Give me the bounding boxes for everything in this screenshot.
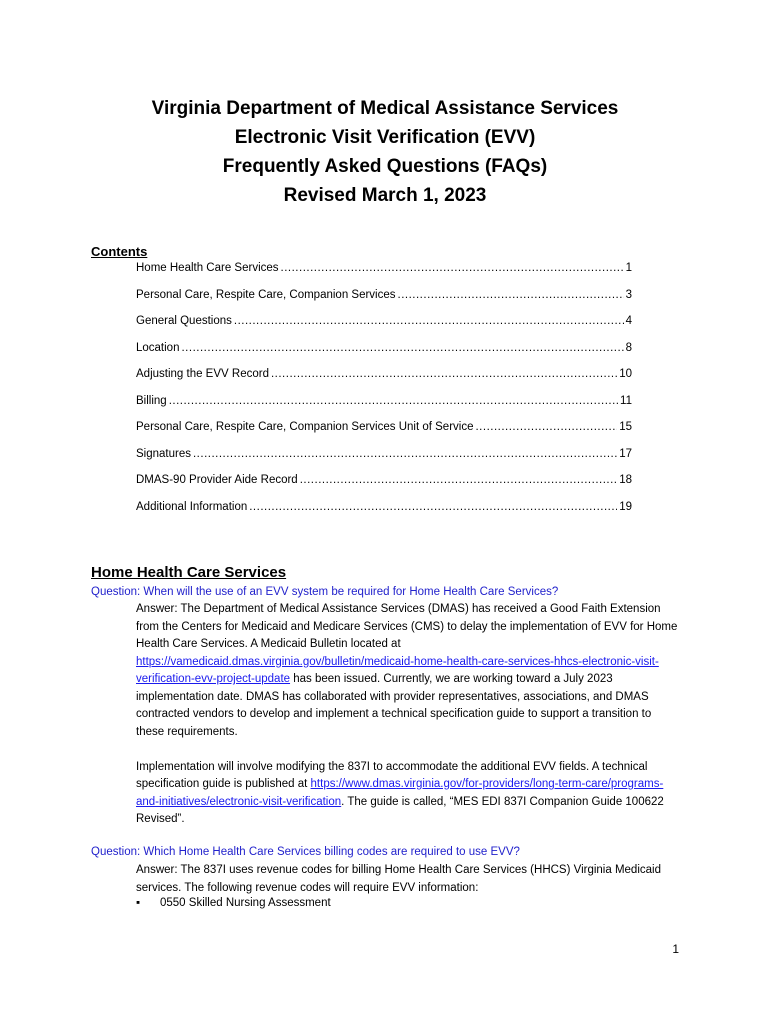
toc-entry[interactable] [136,501,632,528]
toc-entry-label: General Questions [136,315,232,327]
title-line-agency: Virginia Department of Medical Assistance Services [151,98,619,119]
toc-entry-label: Personal Care, Respite Care, Companion Services Unit of Service [136,421,474,433]
toc-leader [271,368,617,380]
contents-heading: Contents [91,244,148,259]
answer-2 [136,862,681,897]
toc-entry-page: 17 [619,447,632,460]
page-number: 1 [672,942,679,956]
answer-text: has been issued. Currently, we are working toward a July 2023 implementation date. DMAS has collaborated with provider representatives, associations, and DMAS contracted vendors to develop and implement a technical specification guide to support a transition to these requirements. [136,673,652,738]
toc-entry-page: 4 [625,315,632,327]
toc-entry-page: 10 [619,368,632,380]
toc-entry-page: 1 [625,262,632,274]
question-1: Question: When will the use of an EVV system be required for Home Health Care Services? [91,586,559,598]
toc-entry[interactable] [136,368,632,395]
toc-leader [234,315,624,327]
bullet-square-icon: ▪ [136,897,141,909]
evv-guide-link[interactable]: https://www.dmas.virginia.gov/for-providers/long-term-care/programs-and-initiatives/electronic-visit-verification [136,778,664,808]
toc-entry[interactable] [136,421,632,448]
toc-entry-page: 18 [619,474,632,486]
question-2: Question: Which Home Health Care Services billing codes are required to use EVV? [91,846,520,858]
toc-entry[interactable] [136,315,632,342]
toc-leader [193,448,617,460]
title-line-revised: Revised March 1, 2023 [283,185,487,206]
revenue-code-item: 0550 Skilled Nursing Assessment [160,897,331,909]
toc-entry-label: Personal Care, Respite Care, Companion Services [136,288,396,301]
toc-leader [249,501,617,513]
title-line-faqs: Frequently Asked Questions (FAQs) [222,156,548,177]
answer-1-paragraph-1 [136,601,681,741]
toc-leader [398,289,624,301]
toc-entry-label: Location [136,341,180,354]
toc-leader [281,262,624,274]
document-title [0,94,770,210]
answer-text: Implementation will involve modifying the 837I to accommodate the additional EVV fields. A technical specification guide is published at [136,760,648,790]
toc-entry-label: Adjusting the EVV Record [136,368,269,380]
title-line-program: Electronic Visit Verification (EVV) [234,127,536,148]
toc-entry-label: Additional Information [136,500,248,513]
toc-entry-page: 8 [625,341,632,354]
answer-1-paragraph-2 [136,759,681,829]
toc-entry[interactable] [136,342,632,369]
toc-leader [169,395,618,407]
toc-leader [181,342,623,354]
answer-text: Answer: The Department of Medical Assistance Services (DMAS) has received a Good Faith Extension from the Centers for Medicaid and Medicare Services (CMS) to delay the implementation of EVV for Home Health Care Services. A Medicaid Bulletin located at [136,603,678,650]
toc-entry[interactable] [136,289,632,316]
revenue-code-bullet [136,897,331,909]
toc-leader [475,421,617,433]
answer-2-text: Answer: The 837I uses revenue codes for billing Home Health Care Services (HHCS) Virginia Medicaid services. The following revenue codes will require EVV information: [136,864,661,894]
toc-entry-label: Home Health Care Services [136,262,279,274]
toc-entry-page: 3 [625,288,632,301]
section-heading: Home Health Care Services [91,564,287,581]
toc-leader [300,474,617,486]
toc-entry-label: Billing [136,394,167,407]
answer-1 [136,601,681,829]
toc-entry[interactable] [136,448,632,475]
answer-text: . The guide is called, “MES EDI 837I Companion Guide 100622 Revised”. [136,795,664,825]
toc-entry-label: Signatures [136,447,191,460]
toc-entry[interactable] [136,474,632,501]
toc-entry-page: 19 [619,500,632,513]
toc-entry[interactable] [136,262,632,289]
medicaid-bulletin-link[interactable]: https://vamedicaid.dmas.virginia.gov/bulletin/medicaid-home-health-care-services-hhcs-electronic-visit-verification-evv-project-update [136,655,659,685]
toc-entry-page: 11 [620,394,632,407]
toc-entry-label: DMAS-90 Provider Aide Record [136,474,298,486]
toc-entry-page: 15 [619,421,632,433]
toc-entry[interactable] [136,395,632,422]
table-of-contents [136,262,632,527]
